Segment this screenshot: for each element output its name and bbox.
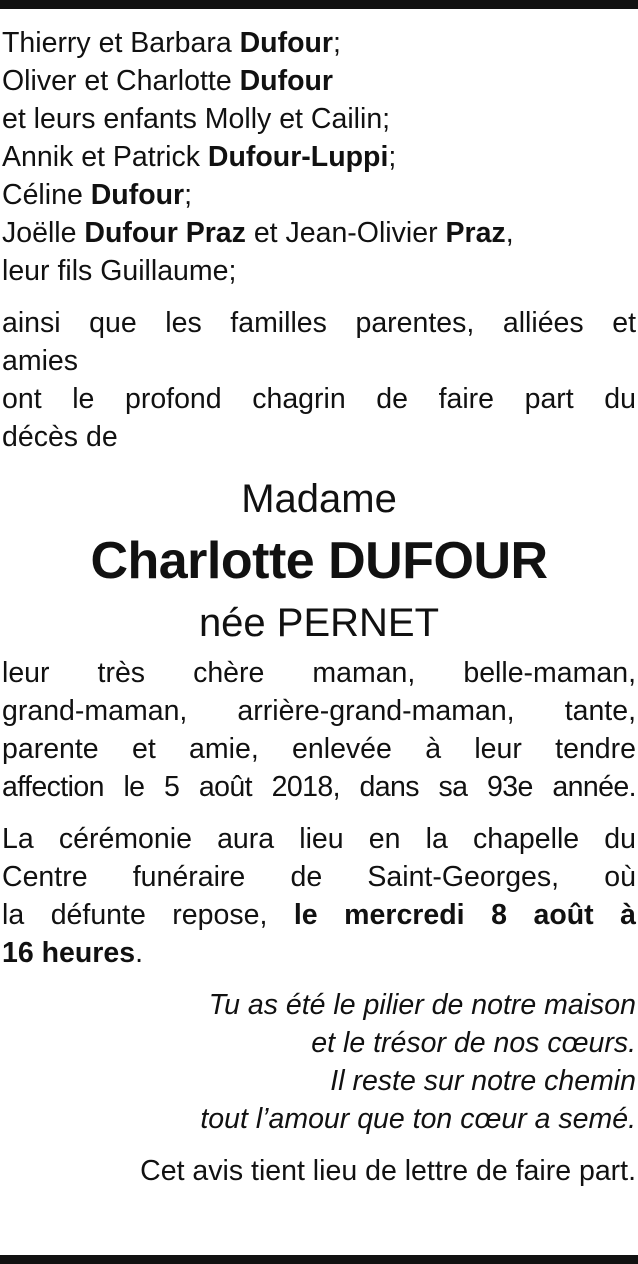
ceremony-line: [2, 896, 636, 934]
deceased-maiden-name: née PERNET: [198, 601, 440, 645]
closing-note: Cet avis tient lieu de lettre de faire part.: [140, 1155, 636, 1187]
punctuation: ;: [388, 141, 397, 173]
bottom-rule: [0, 1255, 638, 1264]
family-surname: Dufour: [239, 65, 333, 97]
family-line: et leurs enfants Molly et Cailin;: [2, 103, 391, 135]
punctuation: ;: [332, 27, 341, 59]
ceremony-line: La cérémonie aura lieu en la chapelle du: [2, 823, 636, 855]
family-line: [2, 24, 636, 62]
intro-line: ainsi que les familles parentes, alliées et: [2, 307, 636, 339]
family-surname: Dufour: [90, 179, 185, 211]
family-names: Oliver et Charlotte: [2, 65, 240, 97]
family-names: Annik et Patrick: [2, 141, 208, 173]
punctuation: .: [135, 937, 144, 969]
deceased-name: Charlotte DUFOUR: [90, 532, 548, 590]
family-surname: Dufour-Luppi: [207, 141, 389, 173]
ceremony-line: [2, 934, 636, 972]
ceremony-time: 16 heures: [2, 937, 136, 969]
death-notice: [2, 24, 636, 1190]
intro-line: ont le profond chagrin de faire part du: [2, 383, 636, 415]
intro-line: décès de: [2, 421, 118, 453]
bio-line: affection le 5 août 2018, dans sa 93e année.: [2, 771, 636, 803]
family-list: [2, 24, 636, 290]
intro-paragraph: [2, 304, 636, 456]
family-names: et Jean-Olivier: [245, 217, 446, 249]
punctuation: ,: [505, 217, 514, 249]
ceremony-text: la défunte repose,: [2, 899, 294, 931]
bio-line: leur très chère maman, belle-maman,: [2, 657, 636, 689]
bio-line: grand-maman, arrière-grand-maman, tante,: [2, 695, 636, 727]
poem-line: Tu as été le pilier de notre maison: [208, 989, 636, 1021]
poem-line: tout l’amour que ton cœur a semé.: [200, 1103, 636, 1135]
family-surname: Dufour: [239, 27, 333, 59]
punctuation: ;: [184, 179, 193, 211]
poem-line: et le trésor de nos cœurs.: [311, 1027, 636, 1059]
ceremony-paragraph: [2, 820, 636, 972]
family-surname: Dufour Praz: [84, 217, 246, 249]
ceremony-date: le mercredi 8 août à: [293, 899, 636, 931]
intro-line: amies: [2, 345, 79, 377]
family-names: Thierry et Barbara: [2, 27, 240, 59]
bio-paragraph: [2, 654, 636, 806]
top-rule: [0, 0, 638, 9]
family-line: [2, 214, 636, 252]
family-line: [2, 176, 636, 214]
family-line: [2, 138, 636, 176]
family-names: Joëlle: [2, 217, 85, 249]
deceased-title: Madame: [241, 477, 397, 521]
poem-line: Il reste sur notre chemin: [330, 1065, 636, 1097]
ceremony-line: Centre funéraire de Saint-Georges, où: [2, 861, 636, 893]
poem: [2, 986, 636, 1138]
bio-line: parente et amie, enlevée à leur tendre: [2, 733, 636, 765]
family-line: [2, 62, 636, 100]
family-names: Céline: [2, 179, 91, 211]
family-surname: Praz: [445, 217, 506, 249]
family-line: leur fils Guillaume;: [2, 255, 237, 287]
